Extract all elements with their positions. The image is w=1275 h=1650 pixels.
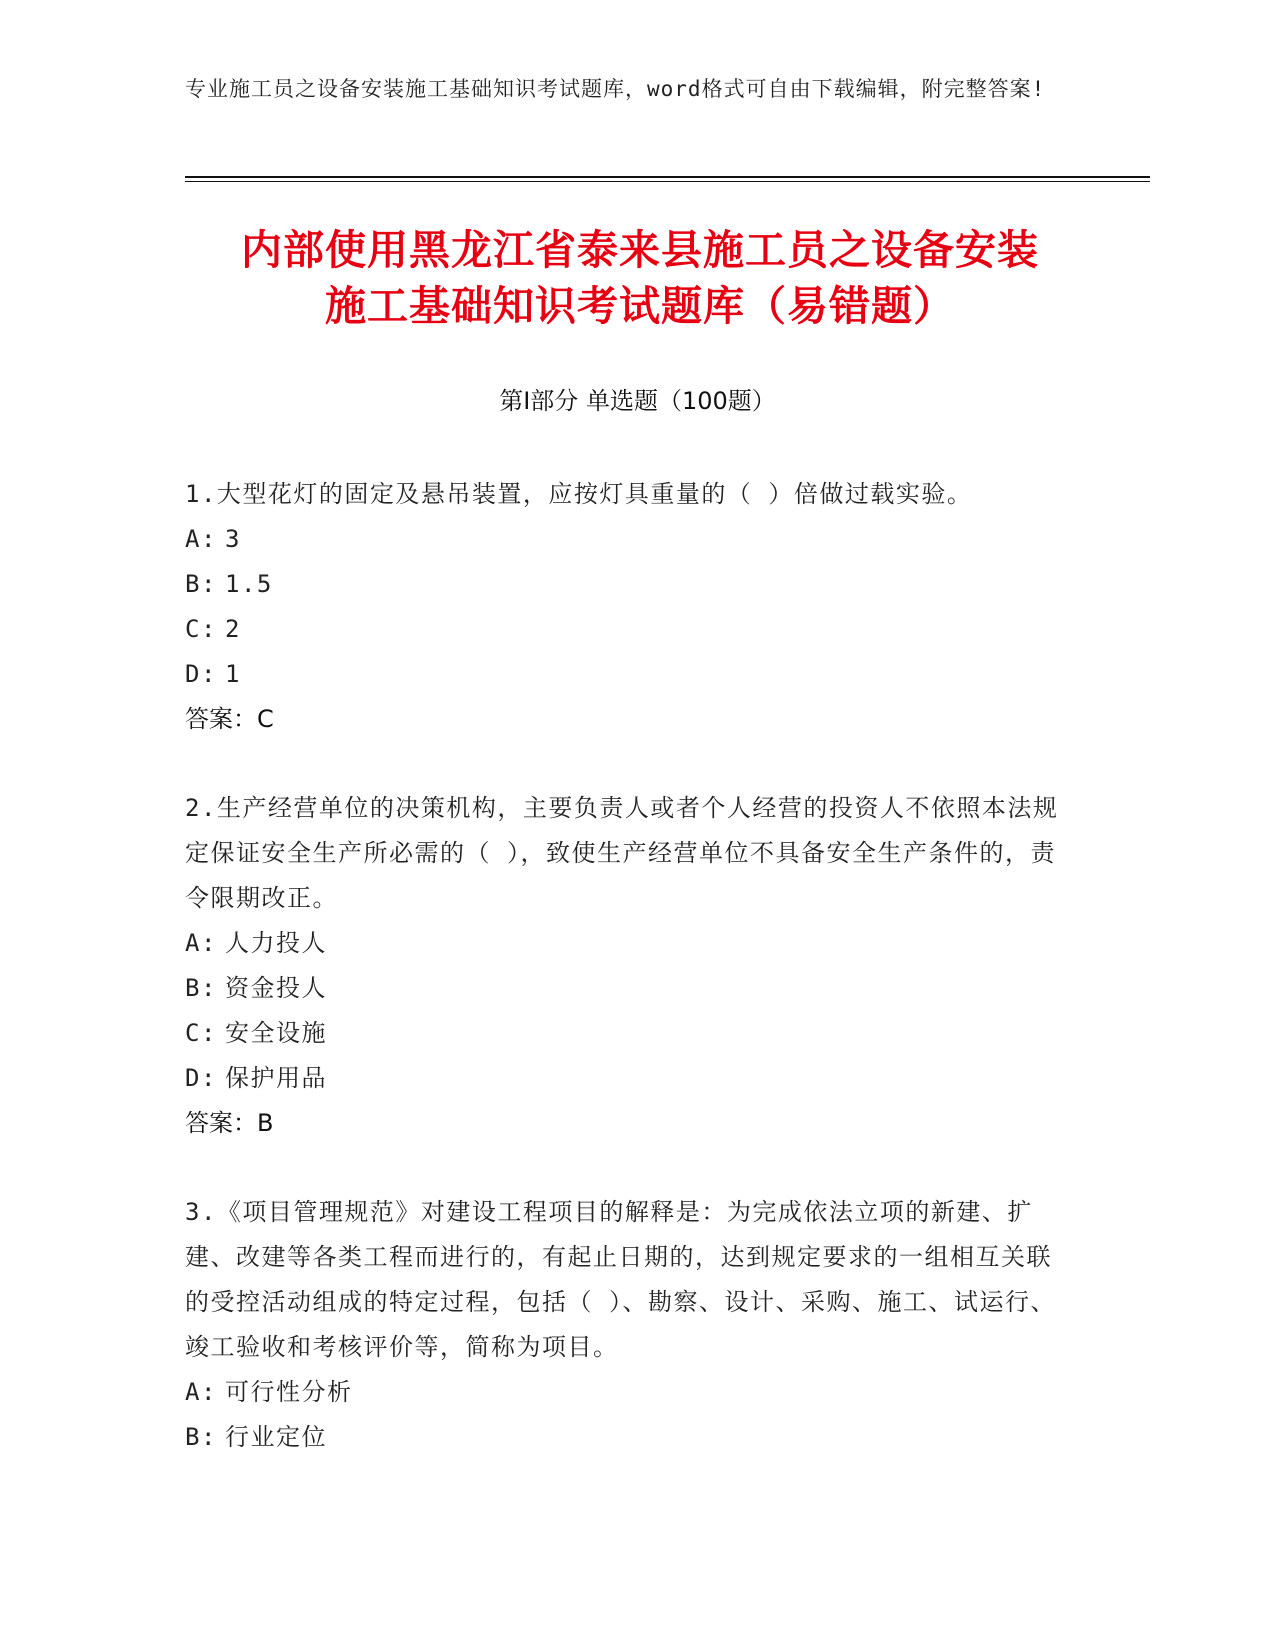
option-key: D: [185, 1064, 217, 1092]
option-b [185, 562, 1065, 607]
document-title [150, 222, 1130, 334]
option-text: 行业定位 [225, 1423, 327, 1451]
option-b [185, 1415, 1065, 1460]
option-text: 保护用品 [225, 1064, 327, 1092]
option-key: C: [185, 615, 217, 643]
option-d [185, 1056, 1065, 1101]
question-2 [185, 786, 1065, 1146]
question-1 [185, 472, 1065, 742]
option-text: 可行性分析 [225, 1378, 353, 1406]
option-c [185, 607, 1065, 652]
option-text: 2 [225, 615, 241, 643]
option-key: B: [185, 974, 217, 1002]
option-a [185, 1370, 1065, 1415]
option-c [185, 1011, 1065, 1056]
answer-line: 答案：C [185, 705, 274, 733]
option-key: C: [185, 1019, 217, 1047]
option-key: B: [185, 1423, 217, 1451]
answer-line: 答案：B [185, 1109, 274, 1137]
option-text: 安全设施 [225, 1019, 327, 1047]
header-note: 专业施工员之设备安装施工基础知识考试题库，word格式可自由下载编辑，附完整答案! [185, 77, 1046, 101]
option-a [185, 921, 1065, 966]
title-line-1: 内部使用黑龙江省泰来县施工员之设备安装 [241, 226, 1039, 274]
section-title: 第Ⅰ部分 单选题（100题） [499, 387, 776, 415]
title-line-2: 施工基础知识考试题库（易错题） [325, 282, 955, 330]
question-3 [185, 1190, 1065, 1460]
option-a [185, 517, 1065, 562]
option-key: D: [185, 660, 217, 688]
option-key: A: [185, 929, 217, 957]
option-text: 1 [225, 660, 241, 688]
option-b [185, 966, 1065, 1011]
header-divider-thick [185, 176, 1150, 178]
option-text: 3 [225, 525, 241, 553]
question-stem: 2.生产经营单位的决策机构，主要负责人或者个人经营的投资人不依照本法规定保证安全生产所必需的（ ），致使生产经营单位不具备安全生产条件的，责令限期改正。 [185, 794, 1059, 912]
option-key: A: [185, 1378, 217, 1406]
question-stem: 3.《项目管理规范》对建设工程项目的解释是：为完成依法立项的新建、扩建、改建等各类工程而进行的，有起止日期的，达到规定要求的一组相互关联的受控活动组成的特定过程，包括（ ）、勘察、设计、采购、施工、试运行、竣工验收和考核评价等，简称为项目。 [185, 1198, 1056, 1361]
question-stem: 1.大型花灯的固定及悬吊装置，应按灯具重量的（ ）倍做过载实验。 [185, 480, 973, 508]
option-text: 1.5 [225, 570, 273, 598]
header-divider-thin [185, 181, 1150, 182]
option-key: B: [185, 570, 217, 598]
option-text: 人力投人 [225, 929, 327, 957]
option-d [185, 652, 1065, 697]
option-text: 资金投人 [225, 974, 327, 1002]
option-key: A: [185, 525, 217, 553]
